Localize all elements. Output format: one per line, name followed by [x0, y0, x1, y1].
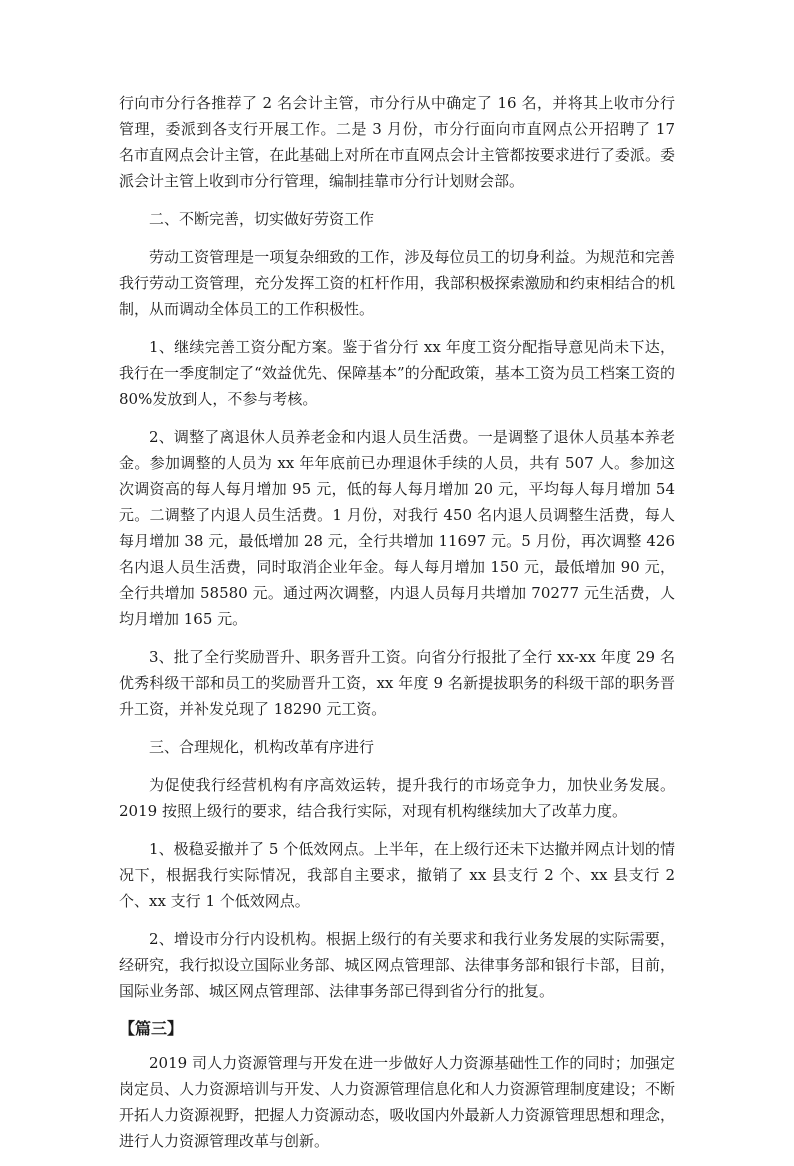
paragraph: 2019 司人力资源管理与开发在进一步做好人力资源基础性工作的同时；加强定岗定员、人力资源培训与开发、人力资源管理信息化和人力资源管理制度建设；不断开拓人力资源视野，把握人力资源动态，吸收国内外最新人力资源管理思想和理念，进行人力资源管理改革与创新。 [119, 1054, 675, 1150]
paragraph: 2、增设市分行内设机构。根据上级行的有关要求和我行业务发展的实际需要，经研究，我行拟设立国际业务部、城区网点管理部、法律事务部和银行卡部，目前，国际业务部、城区网点管理部、法律事务部已得到省分行的批复。 [119, 930, 675, 1000]
paragraph: 2、调整了离退休人员养老金和内退人员生活费。一是调整了退休人员基本养老金。参加调整的人员为 xx 年年底前已办理退休手续的人员，共有 507 人。参加这次调资高的每人每月增加 95 元，低的每人每月增加 20 元，平均每人每月增加 54 元。二调整了内退人员生活费。1 月份，对我行 450 名内退人员调整生活费，每人每月增加 38 元，最低增加 28 元，全行共增加 11697 元。5 月份，再次调整 426 名内退人员生活费，同时取消企业年金。每人每月增加 150 元，最低增加 90 元，全行共增加 58580 元。通过两次调整，内退人员每月共增加 70277 元生活费，人均月增加 165 元。 [119, 428, 675, 628]
section-heading-3: 三、合理规化，机构改革有序进行 [149, 738, 375, 756]
section-heading-2: 二、不断完善，切实做好劳资工作 [149, 210, 375, 228]
paragraph: 3、批了全行奖励晋升、职务晋升工资。向省分行报批了全行 xx-xx 年度 29 名优秀科级干部和员工的奖励晋升工资，xx 年度 9 名新提拔职务的科级干部的职务晋升工资，并补发兑现了 18290 元工资。 [119, 648, 675, 718]
paragraph: 为促使我行经营机构有序高效运转，提升我行的市场竞争力，加快业务发展。2019 按照上级行的要求，结合我行实际，对现有机构继续加大了改革力度。 [119, 776, 675, 820]
paragraph: 1、继续完善工资分配方案。鉴于省分行 xx 年度工资分配指导意见尚未下达，我行在一季度制定了“效益优先、保障基本”的分配政策，基本工资为员工档案工资的 80%发放到人，不参与考核。 [119, 338, 675, 408]
document-page [119, 90, 675, 1166]
part-title: 【篇三】 [119, 1019, 184, 1038]
paragraph: 劳动工资管理是一项复杂细致的工作，涉及每位员工的切身利益。为规范和完善我行劳动工资管理，充分发挥工资的杠杆作用，我部积极探索激励和约束相结合的机制，从而调动全体员工的工作积极性。 [119, 248, 675, 318]
paragraph-continuation: 行向市分行各推荐了 2 名会计主管，市分行从中确定了 16 名，并将其上收市分行管理，委派到各支行开展工作。二是 3 月份，市分行面向市直网点公开招聘了 17 名市直网点会计主管，在此基础上对所在市直网点会计主管都按要求进行了委派。委派会计主管上收到市分行管理，编制挂靠市分行计划财会部。 [119, 94, 675, 190]
paragraph: 1、极稳妥撤并了 5 个低效网点。上半年，在上级行还未下达撤并网点计划的情况下，根据我行实际情况，我部自主要求，撤销了 xx 县支行 2 个、xx 县支行 2 个、xx 支行 1 个低效网点。 [119, 840, 675, 910]
